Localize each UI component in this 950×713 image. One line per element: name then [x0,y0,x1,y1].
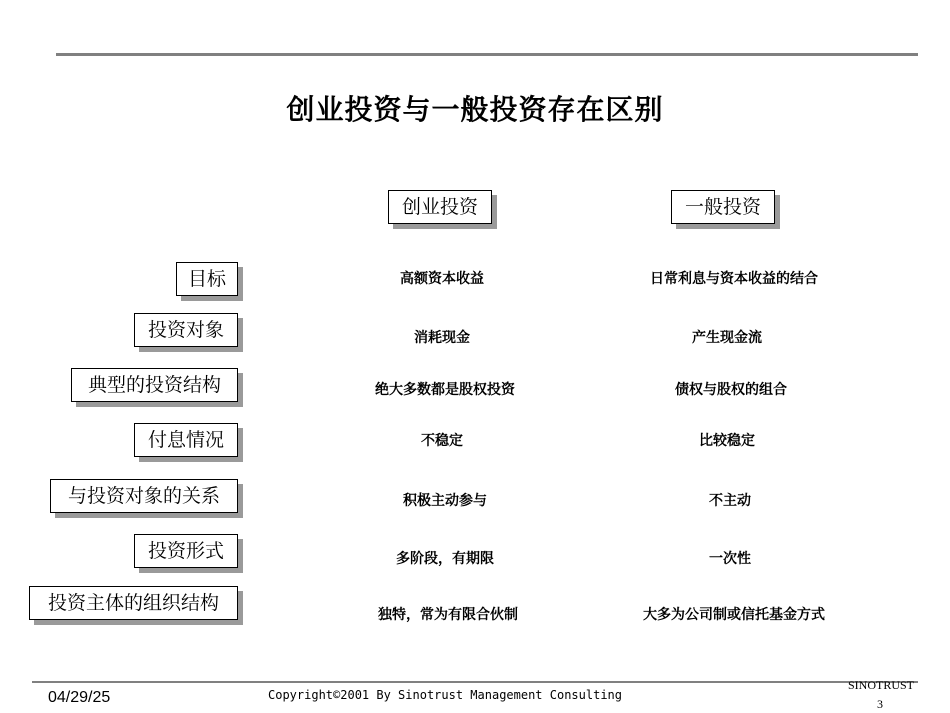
slide-title: 创业投资与一般投资存在区别 [286,93,664,126]
footer-copyright: Copyright©2001 By Sinotrust Management Consulting [268,688,623,702]
venture-cell-goal: 高额资本收益 [400,271,484,287]
row-label-relationship: 与投资对象的关系 [50,479,238,513]
top-rule [56,53,918,56]
general-cell-organization: 大多为公司制或信托基金方式 [643,607,825,623]
row-label-structure: 典型的投资结构 [71,368,238,402]
general-cell-interest: 比较稳定 [699,433,755,449]
row-label-form: 投资形式 [134,534,238,568]
row-label-interest: 付息情况 [134,423,238,457]
venture-cell-structure: 绝大多数都是股权投资 [375,382,515,398]
column-header-venture: 创业投资 [388,190,492,224]
page-number: 3 [877,697,883,711]
general-cell-form: 一次性 [709,551,751,567]
row-label-organization: 投资主体的组织结构 [29,586,238,620]
venture-cell-interest: 不稳定 [421,433,463,449]
venture-cell-form: 多阶段，有期限 [396,551,494,567]
venture-cell-organization: 独特，常为有限合伙制 [378,607,518,623]
row-label-target: 投资对象 [134,313,238,347]
general-cell-structure: 债权与股权的组合 [675,382,787,398]
venture-cell-relationship: 积极主动参与 [403,493,487,509]
general-cell-target: 产生现金流 [692,330,762,346]
general-cell-relationship: 不主动 [709,493,751,509]
footer-brand: SINOTRUST [847,678,914,692]
general-cell-goal: 日常利息与资本收益的结合 [650,271,818,287]
footer-date: 04/29/25 [48,689,111,706]
column-header-general: 一般投资 [671,190,775,224]
bottom-rule [32,681,918,683]
venture-cell-target: 消耗现金 [414,330,470,346]
row-label-goal: 目标 [176,262,238,296]
